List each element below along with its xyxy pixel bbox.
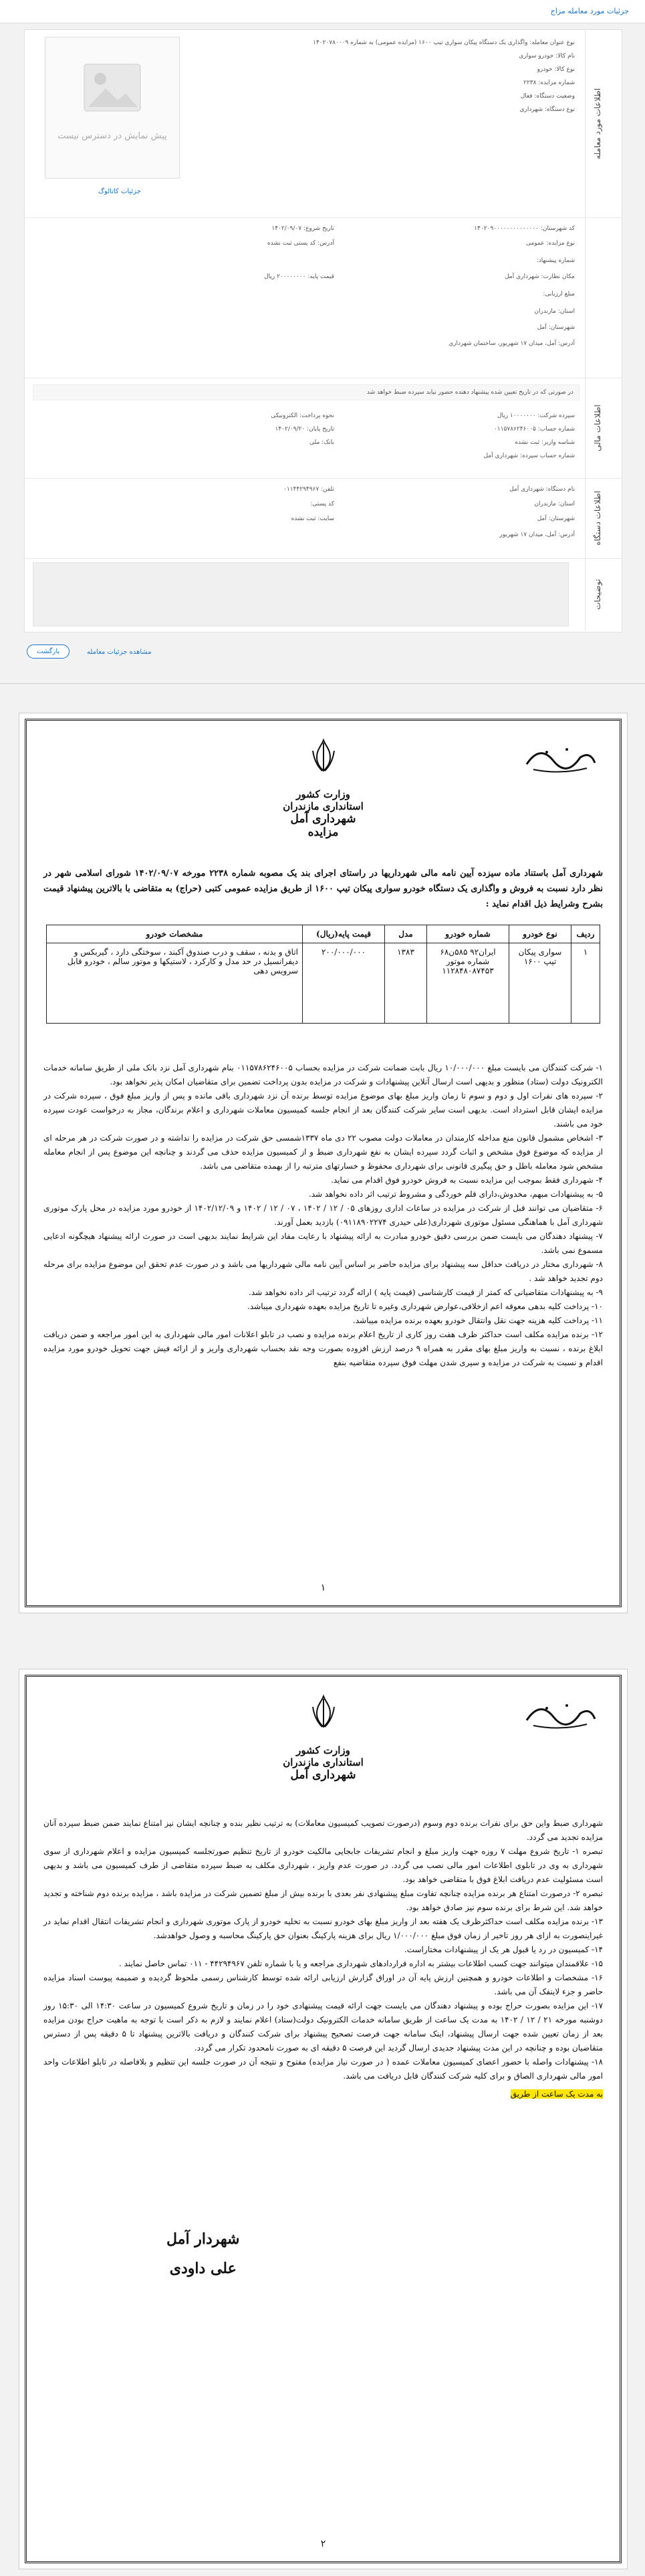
detail-right-3: قیمت پایه: ۲۰۰۰۰۰۰۰۰ ریال bbox=[264, 273, 334, 280]
fin-right-4: شماره حساب سپرده: شهرداری آمل bbox=[483, 453, 575, 459]
document-page-1 bbox=[19, 713, 628, 1613]
ministry-name: وزارت کشور bbox=[296, 1744, 350, 1756]
cell-specs: اتاق و بدنه ، سقف و درب صندوق آکبند ، سوختگی دارد ، گیربکس و دیفرانسیل در حد مدل و کارکرد ، لاستیکها و موتور سالم ، خودرو قابل سرویس دهی bbox=[47, 943, 303, 1024]
description-section bbox=[25, 558, 622, 630]
governorate-name: استانداری مازندران bbox=[283, 1756, 364, 1768]
detail-left-6: استان: مازندران bbox=[534, 308, 575, 315]
detail-left-4: مکان نظارت: شهرداری آمل bbox=[505, 273, 575, 280]
clause: ۱۲- برنده مزایده مکلف است حداکثر ظرف هفت روز کاری از تاریخ اعلام برنده مزایده و نصب در تابلو اعلانات امور مالی شهرداری به این امور مراجعه و ضمن دریافت ابلاغ برنده ، نسبت به واریز مبلغ بهای مقرر به همراه ۹ درصد ارزش افزوده بصورت وجه نقد بحساب شهرداری واریز و از ارائه فیش جهت تحویل خودرو مورد مزایده اقدام و نسبت به شرکت در مزایده و سپری شدن مهلت فوق سپرده متقاضیه بنفع bbox=[43, 1330, 603, 1367]
detail-card bbox=[24, 29, 622, 632]
col-model: مدل bbox=[385, 925, 427, 943]
cell-model: ۱۳۸۳ bbox=[385, 943, 427, 1024]
clause: ۱۴- کمیسیون در رد یا قبول هر یک از پیشنهادات مختاراست. bbox=[404, 1945, 603, 1954]
breadcrumb[interactable]: جزئیات مورد معامله مزاج bbox=[550, 7, 629, 15]
org-left-1: تلفن: ۰۱۱۴۴۲۹۴۹۶۷ bbox=[283, 486, 334, 493]
municipality-name: شهرداری آمل bbox=[290, 1768, 356, 1782]
image-placeholder bbox=[45, 37, 180, 179]
clause: ۱۷- این مزایده بصورت حراج بوده و پیشنهاد دهندگان می بایست جهت ارائه قیمت پیشنهادی خود را در زمان و تاریخ شروع کمیسیون در ساعت ۱۴:۳۰ الی ۱۵:۳۰ روز دوشنبه مورخه ۲۱ / ۱۲ / ۱۴۰۲ به مدت یک ساعت از طریق سامانه خدمات الکترونیک دولت(ستاد) اعلام نمایند و لازم به ذکر است با توجه به ماهیت حراج بودن مزایده بعد از زمان تعیین شده جهت ارسال پیشنهاد، اینک سامانه جهت فرصت تصحیح پیشنهاد برای شرکت کنندگان و دریافت بالاترین پیشنهاد تا ۵ دقیقه پس از دسترس متقاضیان بوده و چنانچه در این مدت پیشنهاد جدیدی ارسال گردید این فرصت ۵ دقیقه ای به صورت نامحدود تکرار می گردد. bbox=[43, 2001, 604, 2053]
detail-right-1: تاریخ شروع: ۱۴۰۲/۰۹/۰۷ bbox=[271, 225, 334, 232]
item-row-3: شماره مزایده: ۲۲۳۸ bbox=[523, 80, 575, 86]
org-right-2: استان: مازندران bbox=[534, 501, 575, 507]
clause: ۹- به پیشنهادات متقاضیانی که کمتر از قیمت کارشناسی (قیمت پایه ) ارائه گردد ترتیب اثر داده نخواهد شد. bbox=[249, 1288, 603, 1297]
detail-left-1: کد شهرستان: ۱۴۰۲۰۹۰۰۰۰۰۰۰۰۰۰۰۰۰۰ bbox=[474, 225, 575, 232]
back-button[interactable]: بازگشت bbox=[27, 645, 70, 659]
organization-section bbox=[25, 478, 622, 559]
clause: ۵- به پیشنهادات مبهم، مخدوش،دارای قلم خوردگی و مشروط ترتیب اثر داده نخواهد شد. bbox=[308, 1189, 603, 1199]
clause: ۳- اشخاص مشمول قانون منع مداخله کارمندان در معاملات دولت مصوب ۲۲ دی ماه ۱۳۳۷شمسی حق شرکت در مزایده را نداشته و در صورت شرکت در هر مرحله ای از مزایده که موضوع فوق مشخص و اثبات گردد سپرده ایشان به نفع شهرداری ضبط و از کمیسیون مزایده حذف می گردند و چنانچه این موضوع پس از انجام معامله مشخص شود معامله باطل و حق پیگیری قانونی برای شهرداری محفوظ و خسارتهای مترتبه را از بهمده متقاضی می باشد. bbox=[43, 1133, 603, 1171]
section-label-financial: اطلاعات مالی bbox=[585, 378, 622, 478]
table-row bbox=[47, 943, 600, 1024]
letterhead bbox=[19, 740, 627, 839]
financial-notice: در صورتی که در تاریخ تعیین شده پیشنهاد دهنده حضور نیابد سپرده ضبط خواهد شد bbox=[33, 384, 579, 400]
auction-table bbox=[46, 925, 600, 1024]
section-label-organization: اطلاعات دستگاه bbox=[585, 478, 622, 558]
clause: تبصره ۱- تاریخ شروع مهلت ۷ روزه جهت واریز مبلغ و انجام تشریفات جابجایی مالکیت خودرو از تاریخ تنظیم صورتجلسه کمیسیون مزایده و اعلام شهرداری از سوی شهرداری به وی در تابلوی اطلاعات امور مالی نصب می گردد. در صورت عدم واریز ، شهرداری مکلف به ضبط سپرده متقاضی از طرف کمیسیون می باشد و بدیهی است مسئولیت عدم دریافت ابلاغ فوق با متقاضی خواهد بود. bbox=[43, 1847, 603, 1884]
item-row-4: وضعیت دستگاه: فعال bbox=[520, 93, 575, 100]
divider bbox=[0, 683, 645, 684]
clause: تبصره ۲- درصورت امتناع هر برنده مزایده چنانچه تفاوت مبلغ پیشنهادی نفر بعدی با برنده بیش از مبلغ تضمین شرکت در مزایده باشد ، مزایده برنده دوم شناخته و تجدید خواهد شد. این شرط برای برنده سوم نیز صادق خواهد بود. bbox=[43, 1889, 603, 1912]
col-plate: شماره خودرو bbox=[427, 925, 509, 943]
detail-left-2: نوع مزایده: عمومی bbox=[525, 240, 575, 247]
org-right-4: آدرس: آمل، میدان ۱۷ شهریور bbox=[499, 532, 575, 538]
mayor-title: شهردار آمل bbox=[166, 2230, 240, 2248]
document-title: مزایده bbox=[307, 826, 339, 839]
page-frame bbox=[25, 1675, 622, 2563]
clause: ۱۶- مشخصات و اطلاعات خودرو و همچنین ارزش پایه آن در اوراق گزارش ارزیابی ارائه شده توسط کارشناس رسمی ملحوظ گردیده و ضمیمه پیوست اسناد مزایده حاضر و جزء لاینفک آن می باشد. bbox=[43, 1973, 603, 1996]
clause: ۱۵- علاقمندان میتوانند جهت کسب اطلاعات بیشتر به اداره قراردادهای شهرداری مراجعه و یا با شماره تلفن ۴۴۲۹۴۹۶۷ - ۰۱۱ تماس حاصل نمایند . bbox=[119, 1959, 603, 1968]
table-header-row bbox=[47, 925, 600, 943]
org-right-3: شهرستان: آمل bbox=[537, 515, 575, 522]
clause: ۲- سپرده های نفرات اول و دوم و سوم تا زمان واریز مبلغ بهای موضوع مزایده توسط برنده آن نزد شهرداری باقی مانده و پس از واریز مبلغ فوق ، سپرده شرکت در مزایده ایشان قابل استرداد است. بدیهی است سایر شرکت کنندگان بعد از انجام جلسه کمیسیون معاملات شهرداری و اعلام برندگان، مجاز به درخواست عودت سپرده خود می باشند. bbox=[43, 1091, 603, 1129]
detail-left-7: شهرستان: آمل bbox=[537, 324, 575, 331]
clause: ۶- متقاضیان می توانند قبل از شرکت در مزایده در ساعات اداری روزهای ۰۵ / ۱۲ / ۱۴۰۲ ، ۰۷ / ۱۲ / ۱۴۰۲ و ۱۴۰۲/۱۲/۰۹ از خودرو مورد مزایده در محل پارک موتوری شهرداری آمل با هماهنگی مسئول موتوری شهرداری(علی حیدری ۰۹۱۱۸۹۰۲۲۷۴) بازدید بعمل آورند. bbox=[43, 1203, 603, 1227]
catalog-link[interactable]: جزئیات کاتالوگ bbox=[98, 188, 141, 195]
org-right-1: نام دستگاه: شهرداری آمل bbox=[509, 486, 575, 493]
col-row: ردیف bbox=[571, 925, 600, 943]
fin-right-2: شماره حساب: ۰۱۱۵۷۸۶۲۴۶۰۰۵ bbox=[494, 426, 575, 433]
fin-right-3: شناسه واریز: ثبت نشده bbox=[515, 439, 575, 446]
intro-paragraph: شهرداری آمل باستناد ماده سیزده آیین نامه مالی شهرداریها در راستای اجرای بند یک مصوبه شماره ۲۲۳۸ مورخه ۱۴۰۲/۰۹/۰۷ شورای اسلامی شهر در نظر دارد نسبت به فروش و واگذاری یک دستگاه خودرو سواری پیکان تیپ ۱۶۰۰ از طریق مزایده عمومی کتبی (حراج) به متقاضی با بالاترین پیشنهاد قیمت بشرح وشرایط ذیل اقدام نماید : bbox=[43, 868, 604, 909]
section-label-description: توضیحات bbox=[585, 558, 622, 630]
ministry-name: وزارت کشور bbox=[296, 788, 350, 800]
municipality-name: شهرداری آمل bbox=[290, 812, 356, 826]
clause: ۴- شهرداری فقط بموجب این مزایده نسبت به فروش خودرو فوق اقدام می نماید. bbox=[331, 1175, 603, 1185]
detail-right-2: آدرس: کد پستی ثبت نشده bbox=[267, 240, 334, 247]
cell-row: ۱ bbox=[571, 943, 600, 1024]
fin-right-1: سپرده شرکت: ۱۰۰۰۰۰۰۰ ریال bbox=[497, 413, 575, 419]
fin-left-2: تاریخ پایان: ۱۴۰۲/۰۹/۲۰ bbox=[275, 426, 334, 433]
mayor-name: علی داودی bbox=[169, 2260, 237, 2277]
document-page-2 bbox=[19, 1669, 628, 2569]
governorate-name: استانداری مازندران bbox=[283, 800, 364, 812]
section-label-item: اطلاعات مورد معامله bbox=[585, 30, 622, 217]
clauses-page-2 bbox=[43, 1817, 603, 2101]
page-number: ۱ bbox=[320, 1583, 326, 1593]
related-deal-link[interactable]: مشاهده جزئیات معامله bbox=[87, 649, 152, 656]
cell-plate: ایران۹۲ ۵۸۵ن۶۸ شماره موتور ۱۱۲۸۴۸۰۸۷۴۵۳ bbox=[427, 943, 509, 1024]
item-details-section bbox=[25, 217, 622, 378]
letterhead bbox=[19, 1696, 627, 1782]
clause: ۱- شرکت کنندگان می بایست مبلغ ۱۰/۰۰۰/۰۰۰ ریال بابت ضمانت شرکت در مزایده بحساب ۰۱۱۵۷۸۶۲۴۶۰۰۵ بنام شهرداری آمل نزد بانک ملی از طریق سامانه خدمات الکترونیک دولت (ستاد) منظور و بدیهی است ارسال آنلاین پیشنهادات و شرکت در مزایده بدون پرداخت تضمین برای متقاضیان امکان پذیر نخواهد بود. bbox=[43, 1063, 603, 1086]
cell-type: سواری پیکان تیپ ۱۶۰۰ bbox=[509, 943, 571, 1024]
financial-section bbox=[25, 378, 622, 479]
top-bar bbox=[0, 0, 645, 23]
page-number: ۲ bbox=[320, 2539, 326, 2549]
detail-left-3: شماره پیشنهاد: bbox=[536, 257, 575, 264]
fin-left-3: بانک: ملی bbox=[309, 439, 334, 446]
clause: ۸- شهرداری مختار در دریافت حداقل سه پیشنهاد برای مزایده حاضر بر اساس آیین نامه مالی شهرداریها می باشد و در صورت عدم تحقق این موضوع مزایده برای مرحله دوم تجدید خواهد شد . bbox=[43, 1260, 603, 1283]
clause: ۷- پیشنهاد دهندگان می بایست ضمن بررسی دقیق خودرو مبادرت به ارائه پیشنهاد با رعایت مفاد این شرایط نمایند بدیهی است در صورت ارائه پیشنهاد هیچگونه ادعایی مسموع نمی باشد. bbox=[43, 1232, 603, 1255]
detail-left-5: مبلغ ارزیابی: bbox=[543, 291, 575, 298]
signature-block bbox=[166, 2224, 239, 2283]
org-left-3: سایت: ثبت نشده bbox=[291, 515, 334, 522]
clause: ۱۰- پرداخت کلیه بدهی معوقه اعم ازخلافی،عوارض شهرداری وغیره تا تاریخ مزایده بعهده شهرداری میباشد. bbox=[247, 1302, 603, 1311]
item-title-line: نوع عنوان معامله: واگذاری یک دستگاه پیکان سواری تیپ ۱۶۰۰ (مزایده عمومی) به شماره ۱۴۰۲۰۷۸۰۰۰۹ bbox=[313, 39, 575, 46]
col-specs: مشخصات خودرو bbox=[47, 925, 303, 943]
highlighted-phrase: به مدت یک ساعت از طریق bbox=[510, 2089, 603, 2099]
clause: ۱۳- برنده مزایده مکلف است حداکثرظرف یک هفته بعد از واریز مبلغ بهای خودرو نسبت به تخلیه خودرو از پارک موتوری شهرداری و انجام تشریفات انتقال اقدام نماید در غیراینصورت به ازای هر روز تاخیر از زمان فوق مبلغ ۱/۰۰۰/۰۰۰ ریال برای هزینه پارکینگ بعنوان حق پارکینگ محاسبه و وصول خواهدشد. bbox=[43, 1917, 603, 1940]
image-placeholder-icon bbox=[79, 57, 146, 118]
col-price: قیمت پایه(ریال) bbox=[303, 925, 385, 943]
item-info-section bbox=[25, 30, 622, 218]
detail-left-8: آدرس: آمل، میدان ۱۷ شهریور، ساختمان شهرداری bbox=[448, 340, 575, 347]
cell-price: ۲۰۰/۰۰۰/۰۰۰ bbox=[303, 943, 385, 1024]
item-row-1: نام کالا: خودرو سواری bbox=[519, 53, 575, 60]
clause: شهرداری ضبط واین حق برای نفرات برنده دوم وسوم (درصورت تصویب کمیسیون معاملات) به ترتیب نظیر بنده و چنانچه ایشان نیز امتناع نمایند ضمن ضبط سپرده آنان مزایده تجدید می گردد. bbox=[43, 1819, 603, 1842]
item-row-5: نوع دستگاه: شهرداری bbox=[519, 106, 575, 113]
section-label-item-2 bbox=[585, 217, 622, 378]
highlighted-phrase-note bbox=[43, 2087, 603, 2101]
col-type: نوع خودرو bbox=[509, 925, 571, 943]
item-row-2: نوع کالا: خودرو bbox=[537, 66, 575, 73]
clause: ۱۸- پیشنهادات واصله با حضور اعضای کمیسیون معاملات عمده ( در صورت نیاز مزایده) مفتوح و نتیجه آن در صورت جلسه این تنظیم و بلافاصله در تابلو اطلاعات واحد امور مالی شهرداری الصاق و برای کلیه شرکت کنندگان قابل دریافت می باشد. bbox=[43, 2057, 603, 2081]
clause: ۱۱- پرداخت کلیه هزینه جهت نقل وانتقال خودرو بعهده برنده مزایده میباشد. bbox=[352, 1316, 603, 1325]
clauses-page-1 bbox=[43, 1061, 603, 1370]
description-box bbox=[33, 562, 569, 626]
image-caption: پیش نمایش در دسترس نیست bbox=[57, 131, 167, 141]
org-left-2: کد پستی: bbox=[310, 501, 334, 507]
fin-left-1: نحوه پرداخت: الکترونیکی bbox=[271, 413, 334, 419]
